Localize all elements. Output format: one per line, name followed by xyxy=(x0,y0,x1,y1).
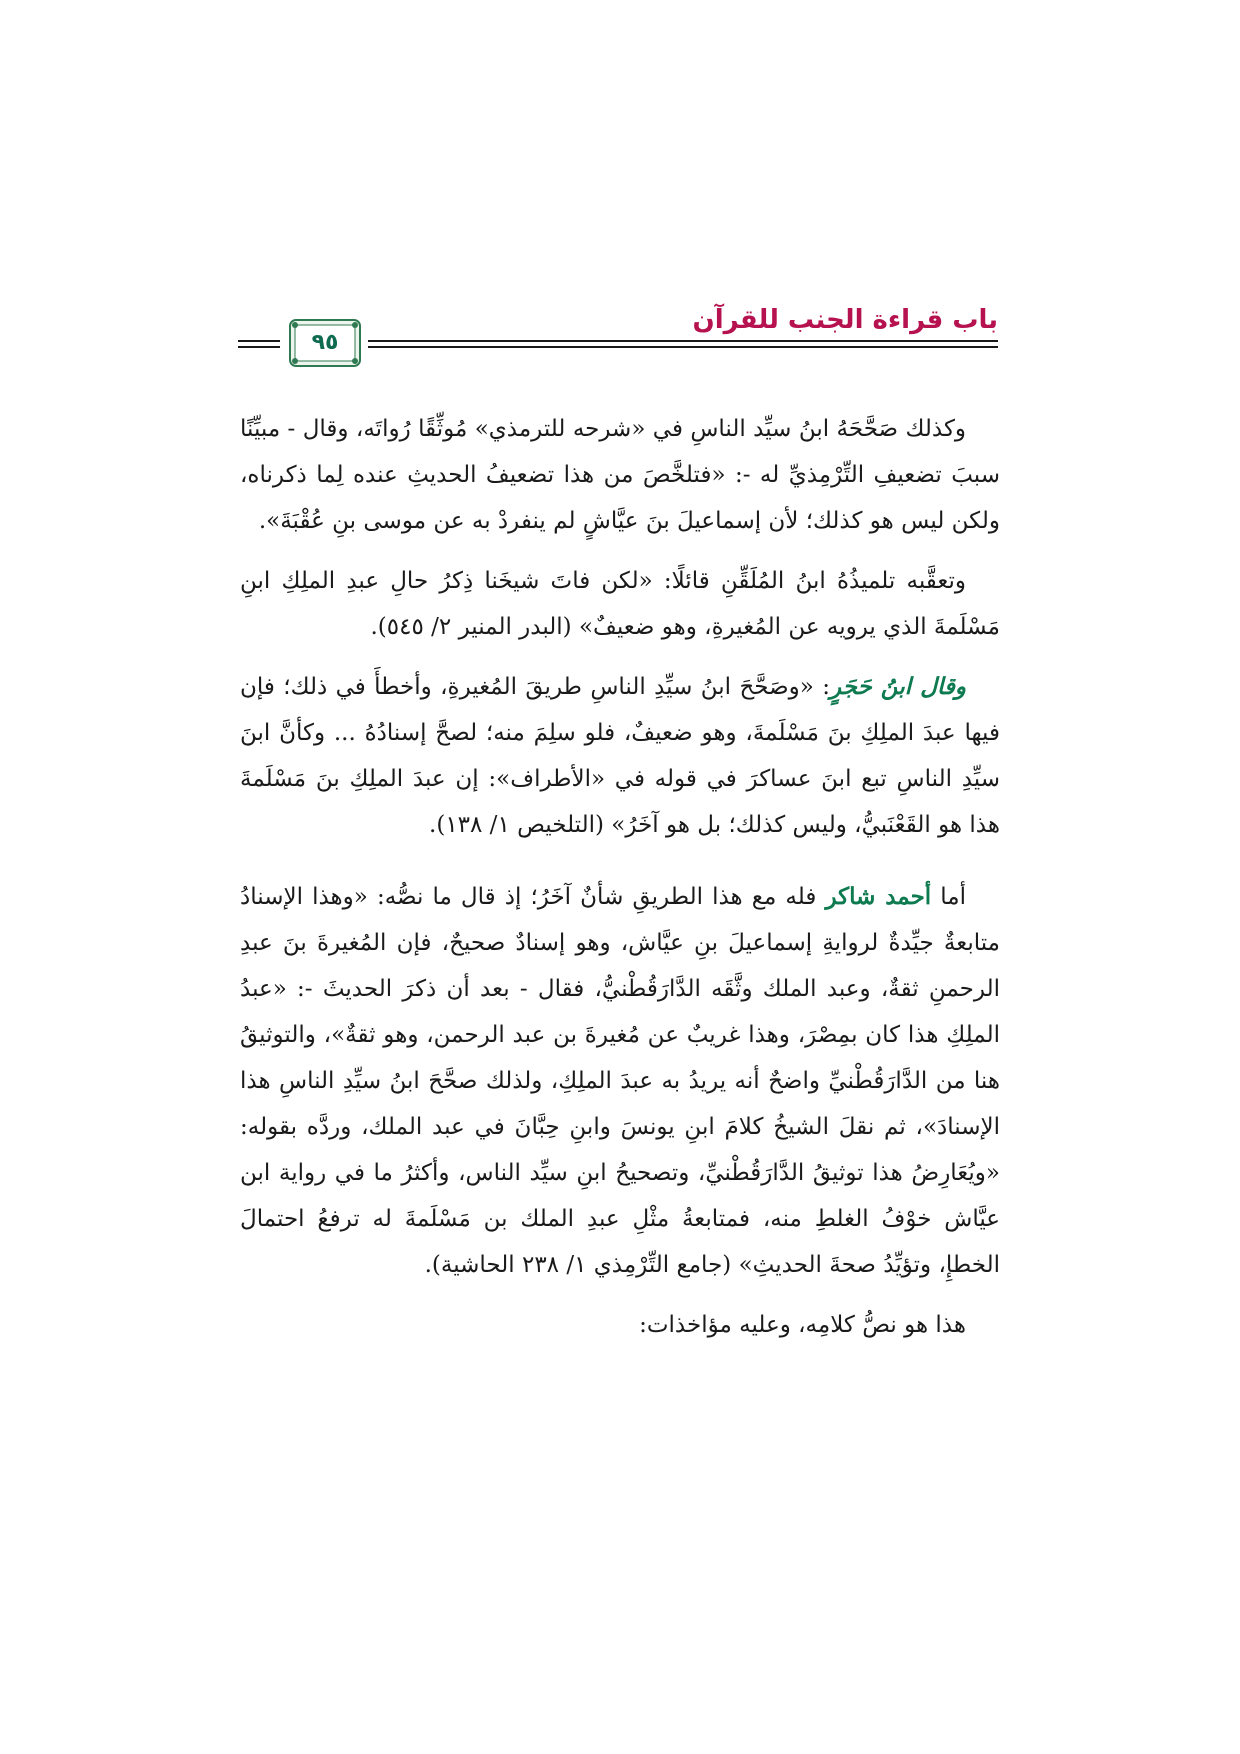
scholar-name: أحمد شاكر xyxy=(825,883,932,910)
page-number: ٩٥ xyxy=(311,330,339,355)
paragraph-5: هذا هو نصُّ كلامِه، وعليه مؤاخذات: xyxy=(639,1312,966,1338)
paragraph-3 xyxy=(240,664,1000,848)
header-rule-left-bottom xyxy=(238,346,280,348)
paragraph-2: وتعقَّبه تلميذُهُ ابنُ المُلَقِّنِ قائلًا: «لكن فاتَ شيخَنا ذِكرُ حالِ عبدِ الملِكِ ابنِ مَسْلَمةَ الذي يرويه عن المُغيرةِ، وهو ضعيفٌ» (البدر المنير ٢/ ٥٤٥). xyxy=(240,568,1000,640)
paragraph-1: وكذلك صَحَّحَهُ ابنُ سيِّد الناسِ في «شرحه للترمذي» مُوثِّقًا رُواتَه، وقال - مبيِّنًا سببَ تضعيفِ التِّرْمِذيِّ له -: «فتلخَّصَ من هذا تضعيفُ الحديثِ عنده لِما ذكرناه، ولكن ليس هو كذلك؛ لأن إسماعيلَ بنَ عيَّاشٍ لم ينفردْ به عن موسى بنِ عُقْبَةَ». xyxy=(240,416,1000,534)
header-rule-bottom xyxy=(368,346,998,348)
header-rule-top xyxy=(368,340,998,342)
paragraph-3-lead: وقال ابنُ حَجَرٍ xyxy=(829,673,967,700)
paragraph-4-text: فله مع هذا الطريقِ شأنٌ آخَرُ؛ إذ قال ما نصُّه: «وهذا الإسنادُ متابعةٌ جيِّدةٌ لروايةِ إسماعيلَ بنِ عيَّاش، وهو إسنادٌ صحيحٌ، فإن المُغيرةَ بنَ عبدِ الرحمنِ ثقةٌ، وعبد الملك وثَّقَه الدَّارَقُطْنيُّ، فقال - بعد أن ذكرَ الحديثَ -: «عبدُ الملِكِ هذا كان بمِصْرَ، وهذا غريبٌ عن مُغيرةَ بن عبد الرحمن، وهو ثقةٌ»، والتوثيقُ هنا من الدَّارَقُطْنيِّ واضحٌ أنه يريدُ به عبدَ الملِكِ، ولذلك صحَّحَ ابنُ سيِّدِ الناسِ هذا الإسنادَ»، ثم نقلَ الشيخُ كلامَ ابنِ يونسَ وابنِ حِبَّانَ في عبد الملك، وردَّه بقوله: «ويُعَارِضُ هذا توثيقُ الدَّارَقُطْنيِّ، وتصحيحُ ابنِ سيِّد الناس، وأكثرُ ما في رواية ابن عيَّاش خوْفُ الغلطِ منه، فمتابعةُ مثْلِ عبدِ الملك بن مَسْلَمةَ له ترفعُ احتمالَ الخطإِ، وتؤيِّدُ صحةَ الحديثِ» (جامع التِّرْمِذي ١/ ٢٣٨ الحاشية). xyxy=(240,884,1000,1278)
page-number-badge xyxy=(288,318,362,368)
paragraph-4-pre: أما xyxy=(931,884,967,910)
paragraph-3-text: : «وصَحَّحَ ابنُ سيِّدِ الناسِ طريقَ المُغيرةِ، وأخطأَ في ذلك؛ فإن فيها عبدَ الملِكِ بنَ مَسْلَمةَ، وهو ضعيفٌ، فلو سلِمَ منه؛ لصحَّ إسنادُهُ ... وكأنَّ ابنَ سيِّدِ الناسِ تبع ابنَ عساكرَ في قوله في «الأطراف»: إن عبدَ الملِكِ بنَ مَسْلَمةَ هذا هو القَعْنَبيُّ، وليس كذلك؛ بل هو آخَرُ» (التلخيص ١/ ١٣٨). xyxy=(240,674,1000,838)
paragraph-4 xyxy=(240,874,1000,1288)
body-text xyxy=(240,406,1000,1362)
header-rule-left-top xyxy=(238,340,280,342)
page-header xyxy=(238,302,998,382)
chapter-title: باب قراءة الجنب للقرآن xyxy=(692,305,998,335)
